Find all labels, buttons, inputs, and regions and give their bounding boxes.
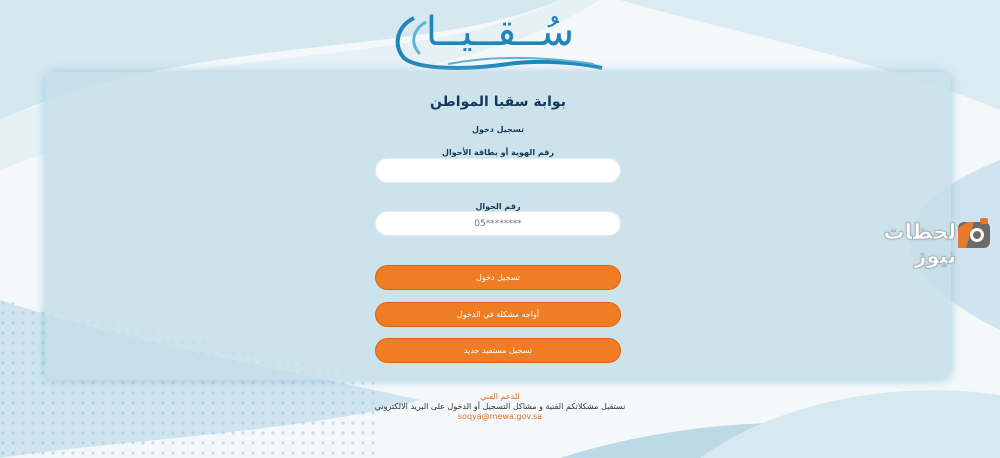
- support-section: [0, 392, 1000, 422]
- login-subtitle: تسجيل دخول: [472, 125, 524, 134]
- register-button[interactable]: تسجيل مستفيد جديد: [375, 338, 621, 363]
- support-title: للدعم الفني: [480, 392, 520, 401]
- mobile-input[interactable]: [375, 211, 621, 236]
- login-button[interactable]: تسجيل دخول: [375, 265, 621, 290]
- soqya-logo: [388, 4, 612, 72]
- id-label: رقم الهوية أو بطاقة الأحوال: [442, 148, 554, 157]
- watermark: [836, 212, 996, 268]
- logo-text: سُــقــيــا: [425, 9, 575, 55]
- support-description: نستقبل مشكلاتكم الفنية و مشاكل التسجيل أو الدخول على البريد الالكتروني: [374, 402, 626, 411]
- id-input[interactable]: [375, 158, 621, 183]
- camera-logo-icon: [954, 214, 994, 252]
- watermark-text: لحظات نيوز: [883, 220, 956, 268]
- page-title: بوابة سقيا المواطن: [430, 94, 566, 110]
- login-card: [45, 72, 951, 380]
- mobile-label: رقم الجوال: [475, 202, 521, 211]
- login-problem-button[interactable]: أواجه مشكلة في الدخول: [375, 302, 621, 327]
- support-email-link[interactable]: soqya@mewa.gov.sa: [457, 412, 543, 421]
